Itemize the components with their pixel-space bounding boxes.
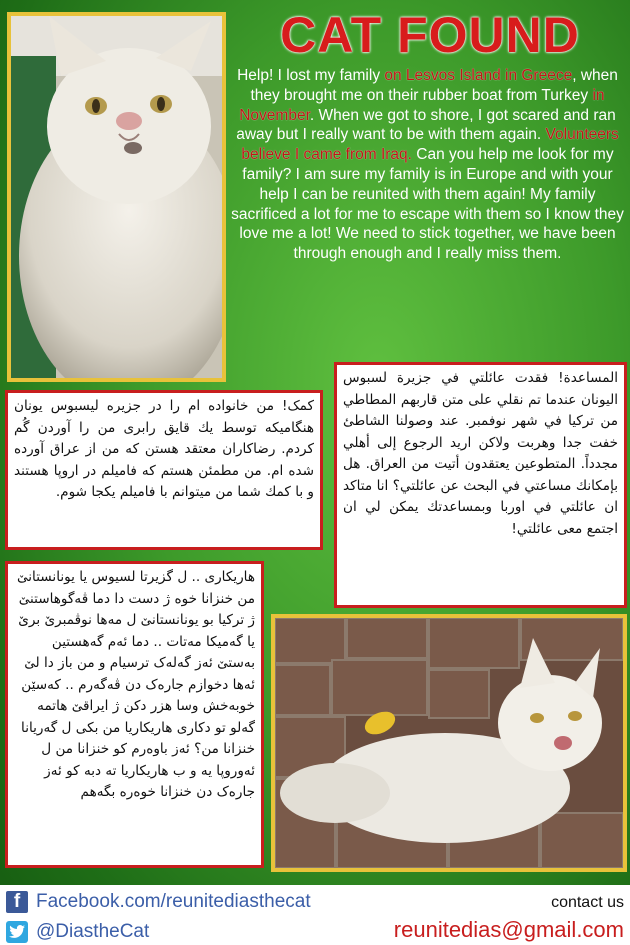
twitter-icon	[6, 921, 28, 943]
cat-photo-on-stones	[271, 614, 627, 872]
email-link[interactable]: reunitedias@gmail.com	[393, 917, 624, 942]
story-highlight-volunteers: Volunteers believe I came from Iraq.	[241, 126, 619, 164]
contact-label: contact us	[551, 894, 624, 911]
story-part: , when they brought me on their rubber boat from Turkey	[250, 67, 618, 104]
story-text	[230, 66, 625, 264]
story-highlight-month: in November	[239, 86, 605, 124]
cat-photo-closeup	[7, 12, 226, 382]
twitter-link[interactable]	[6, 921, 149, 943]
footer	[0, 885, 630, 945]
story-part: . When we got to shore, I got scared and ran away but I really want to be with them again.	[236, 106, 616, 144]
story-part: Help! I lost my family	[237, 67, 385, 84]
kurdish-text-box: هاریکاری .. ل گزیرتا لسیوس یا یونانستانێ من خنزانا خوه ژ دست دا دما ڤەگوهاستنێ ژ ترکیا بو یونانستانێ ل مەها نوڤمبرێ برێ یا گەمیکا مەتات .. دما ئەم گەهستین بەستێ ئەز گەلەک ترسیام و من باز دا لێ ئەها دخوازم جارەک دن ڤەگەرم .. کەسێن خوبەخش وسا هزر دکن ژ ایراقێ هاتمە گەلو تو دکاری هاریکاریا من بکی ل گەریانا خنزانا من؟ ئەز باوەرم کو خنزانا من ل ئەوروپا یە و ب هاریکاریا تە دبە کو ئەز جارەک دن خنزانا خوەرە بگەهم	[5, 561, 264, 868]
facebook-link[interactable]	[6, 891, 311, 913]
facebook-url[interactable]: Facebook.com/reunitediasthecat	[36, 891, 311, 912]
story-part: Can you help me look for my family? I am sure my family is in Europe and with your help I can be reunited with them again! My family sacrificed a lot for me to escape with them so I know they love me a lot! We need to stick together, we have been through enough and I really miss them.	[231, 146, 624, 263]
story-highlight-location: on Lesvos Island in Greece	[384, 67, 573, 84]
arabic-text-box: المساعدة! فقدت عائلتي في جزيرة لسبوس اليونان عندما تم نقلي على متن قاربهم المطاطي من تركيا في شهر نوفمبر. عند وصولنا الشاطئ خفت جدا وهربت ولاكن اريد الرجوع إلى أهلي مجدداً. المتطوعين يعتقدون أتيت من العراق. هل بإمكانك مساعتي في البحث عن عائلتي؟ انا متاكد ان عائلتي في اوربا وبمساعدتك يمكن لي ان اجتمع معى عائلتي!	[334, 362, 627, 608]
farsi-text-box: کمک! من خانواده ام را در جزیره لیسبوس یونان هنگامیکه توسط یك قایق رابری من را آوردن گُم کردم. رضاکاران معتقد هستن که من از عراق آورده شده ام. من مطمئن هستم که فامیلم در اروپا هستند و با کمك شما من میتوانم با فامیلم یکجا شوم.	[5, 390, 323, 550]
page-title: CAT FOUND	[280, 7, 580, 63]
facebook-icon: f	[6, 891, 28, 913]
twitter-handle[interactable]: @DiastheCat	[36, 921, 150, 942]
